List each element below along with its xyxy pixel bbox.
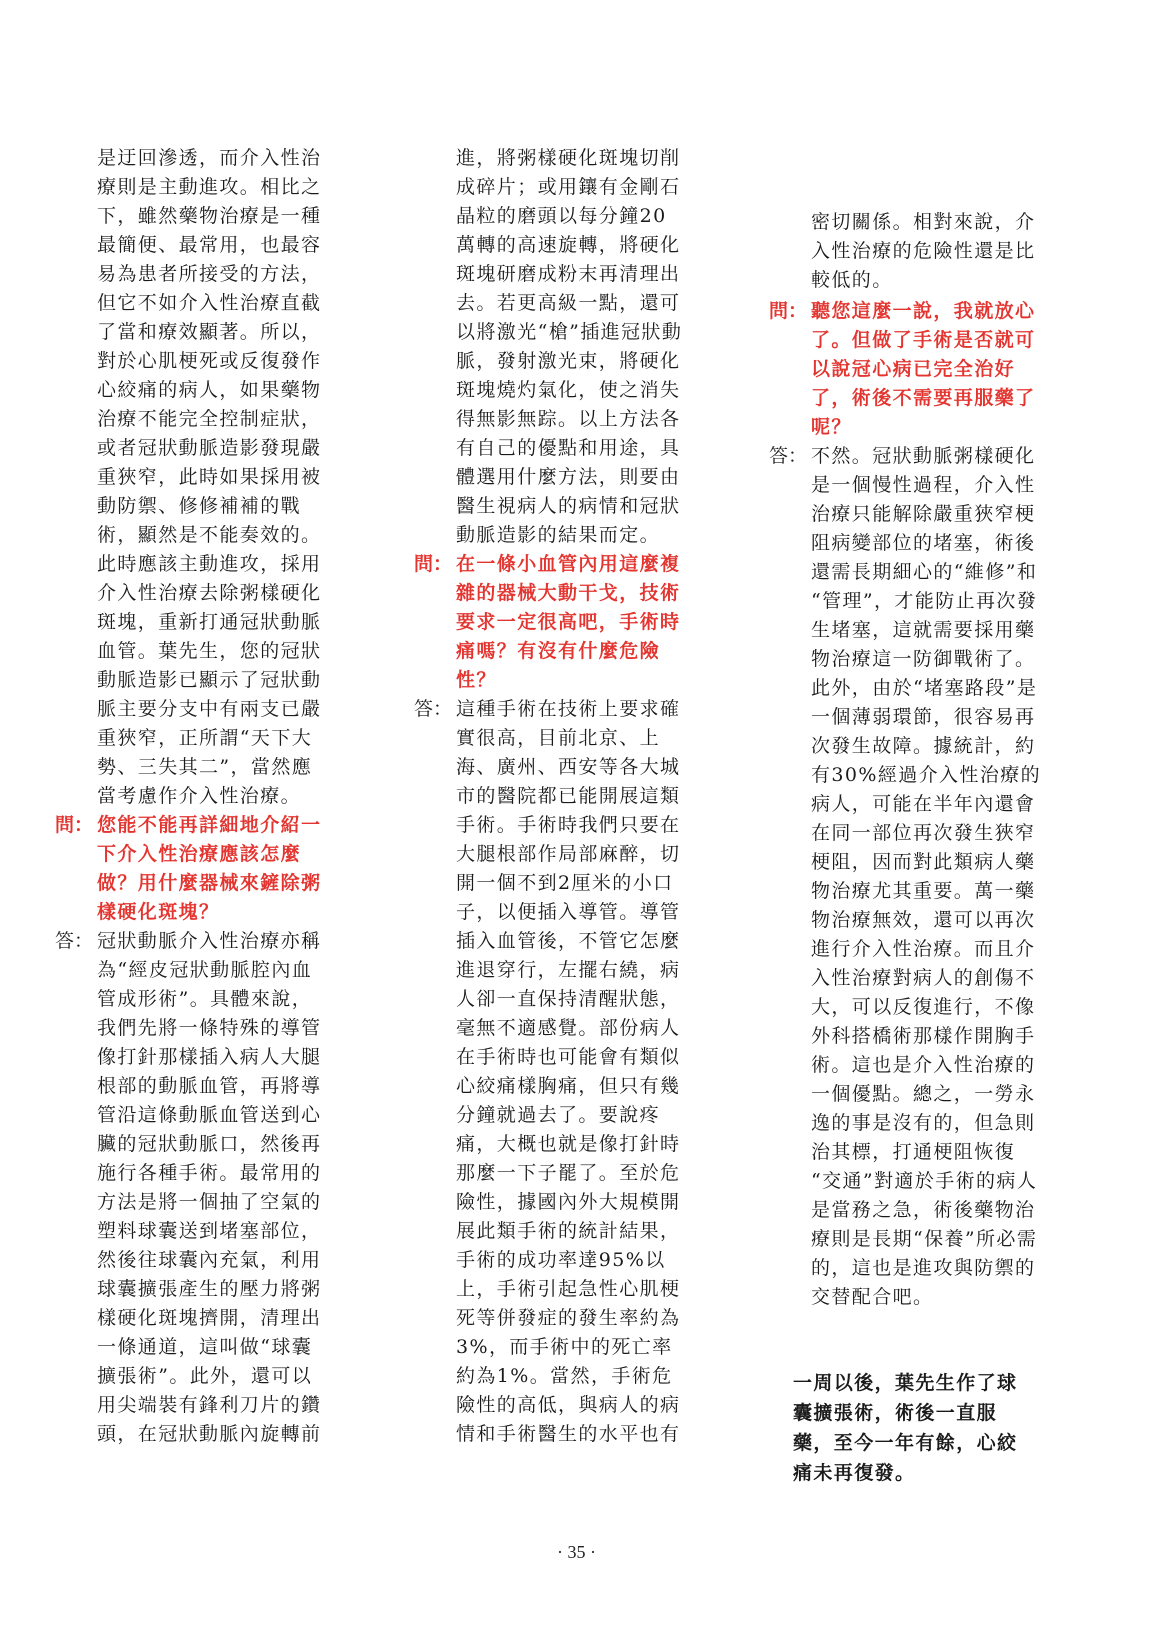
question-line: 要求一定很高吧，手術時 xyxy=(456,611,681,633)
text-line: 物治療這一防御戰術了。 xyxy=(811,648,1036,670)
question-line: 性？ xyxy=(456,669,497,691)
text-line: 痛，大概也就是像打針時 xyxy=(456,1133,681,1155)
text-line: 進行介入性治療。而且介 xyxy=(811,938,1036,960)
text-line: 重狹窄，此時如果採用被 xyxy=(97,466,322,488)
text-line: 生堵塞，這就需要採用藥 xyxy=(811,619,1036,641)
text-line: 市的醫院都已能開展這類 xyxy=(456,785,681,807)
text-line: 勢、三失其二”，當然應 xyxy=(97,756,313,778)
text-line: 以將激光“槍”插進冠狀動 xyxy=(456,321,683,343)
text-line: 術。這也是介入性治療的 xyxy=(811,1054,1036,1076)
text-line: 是當務之急，術後藥物治 xyxy=(811,1199,1036,1221)
closing-line: 痛未再復發。 xyxy=(793,1462,916,1484)
text-line: 動防禦、修修補補的戰 xyxy=(97,495,302,517)
text-line: 死等併發症的發生率約為 xyxy=(456,1307,681,1329)
text-line: 那麼一下子罷了。至於危 xyxy=(456,1162,681,1184)
text-line: 情和手術醫生的水平也有 xyxy=(456,1423,681,1445)
question-line: 聽您這麼一說，我就放心 xyxy=(811,300,1036,322)
text-line: 斑塊研磨成粉末再清理出 xyxy=(456,263,681,285)
question-line: 痛嗎？有沒有什麼危險 xyxy=(456,640,661,662)
text-line: 物治療無效，還可以再次 xyxy=(811,909,1036,931)
question-line: 以說冠心病已完全治好 xyxy=(811,358,1016,380)
question-line: 了。但做了手術是否就可 xyxy=(811,329,1036,351)
question-line: 雜的器械大動干戈，技術 xyxy=(456,582,681,604)
text-line: 對於心肌梗死或反復發作 xyxy=(97,350,322,372)
text-line: 介入性治療去除粥樣硬化 xyxy=(97,582,322,604)
question-line: 您能不能再詳細地介紹一 xyxy=(97,814,322,836)
text-line: 斑塊，重新打通冠狀動脈 xyxy=(97,611,322,633)
text-line: 最簡便、最常用，也最容 xyxy=(97,234,322,256)
text-line: 斑塊燒灼氣化，使之消失 xyxy=(456,379,681,401)
text-line: 施行各種手術。最常用的 xyxy=(97,1162,322,1184)
closing-line: 藥，至今一年有餘，心絞 xyxy=(793,1432,1018,1454)
text-line: 此外，由於“堵塞路段”是 xyxy=(811,677,1038,699)
text-line: 手術的成功率達95%以 xyxy=(456,1249,666,1271)
text-line: 為“經皮冠狀動脈腔內血 xyxy=(97,959,313,981)
answer-label: 答： xyxy=(769,445,808,467)
text-line: 塑料球囊送到堵塞部位， xyxy=(97,1220,322,1242)
text-line: 在同一部位再次發生狹窄 xyxy=(811,822,1036,844)
text-line: 入性治療對病人的創傷不 xyxy=(811,967,1036,989)
question-label: 問： xyxy=(414,553,453,575)
closing-line: 囊擴張術，術後一直服 xyxy=(793,1402,998,1424)
text-line: 逸的事是沒有的，但急則 xyxy=(811,1112,1036,1134)
text-line: 還需長期細心的“維修”和 xyxy=(811,561,1038,583)
text-line: 險性，據國內外大規模開 xyxy=(456,1191,681,1213)
text-line: 心絞痛樣胸痛，但只有幾 xyxy=(456,1075,681,1097)
text-line: 開一個不到2厘米的小口 xyxy=(456,872,674,894)
text-line: 頭，在冠狀動脈內旋轉前 xyxy=(97,1423,322,1445)
text-line: 我們先將一條特殊的導管 xyxy=(97,1017,322,1039)
text-line: 這種手術在技術上要求確 xyxy=(456,698,681,720)
text-line: 入性治療的危險性還是比 xyxy=(811,240,1036,262)
text-line: 樣硬化斑塊擠開，清理出 xyxy=(97,1307,322,1329)
text-line: 有自己的優點和用途，具 xyxy=(456,437,681,459)
text-line: 動脈造影已顯示了冠狀動 xyxy=(97,669,322,691)
answer-label: 答： xyxy=(55,930,94,952)
text-line: 去。若更高級一點，還可 xyxy=(456,292,681,314)
text-line: 醫生視病人的病情和冠狀 xyxy=(456,495,681,517)
question-line: 做？用什麼器械來鏟除粥 xyxy=(97,872,322,894)
text-line: 人卻一直保持清醒狀態， xyxy=(456,988,681,1010)
text-line: 進，將粥樣硬化斑塊切削 xyxy=(456,147,681,169)
question-line: 下介入性治療應該怎麼 xyxy=(97,843,302,865)
text-line: 體選用什麼方法，則要由 xyxy=(456,466,681,488)
text-line: 次發生故障。據統計，約 xyxy=(811,735,1036,757)
text-line: 梗阻，因而對此類病人藥 xyxy=(811,851,1036,873)
text-line: 進退穿行，左擺右繞，病 xyxy=(456,959,681,981)
text-line: 術，顯然是不能奏效的。 xyxy=(97,524,322,546)
text-line: 大腿根部作局部麻醉，切 xyxy=(456,843,681,865)
text-line: 是迂回滲透，而介入性治 xyxy=(97,147,322,169)
text-line: 治其標，打通梗阻恢復 xyxy=(811,1141,1016,1163)
text-line: 冠狀動脈介入性治療亦稱 xyxy=(97,930,322,952)
text-line: 治療只能解除嚴重狹窄梗 xyxy=(811,503,1036,525)
answer-label: 答： xyxy=(414,698,453,720)
question-line: 在一條小血管內用這麼複 xyxy=(456,553,681,575)
text-line: 病人，可能在半年內還會 xyxy=(811,793,1036,815)
text-line: 血管。葉先生，您的冠狀 xyxy=(97,640,322,662)
question-line: 樣硬化斑塊？ xyxy=(97,901,220,923)
text-line: 展此類手術的統計結果， xyxy=(456,1220,681,1242)
text-line: 臟的冠狀動脈口，然後再 xyxy=(97,1133,322,1155)
text-line: 3%，而手術中的死亡率 xyxy=(456,1336,673,1358)
text-line: 球囊擴張產生的壓力將粥 xyxy=(97,1278,322,1300)
text-line: 密切關係。相對來說，介 xyxy=(811,211,1036,233)
closing-line: 一周以後，葉先生作了球 xyxy=(793,1372,1018,1394)
text-line: 脈，發射激光束，將硬化 xyxy=(456,350,681,372)
text-line: 此時應該主動進攻，採用 xyxy=(97,553,322,575)
text-line: 插入血管後，不管它怎麼 xyxy=(456,930,681,952)
text-line: 但它不如介入性治療直截 xyxy=(97,292,322,314)
text-line: 管成形術”。具體來說， xyxy=(97,988,313,1010)
text-line: 用尖端裝有鋒利刀片的鑽 xyxy=(97,1394,322,1416)
page-number: · 35 · xyxy=(557,1542,596,1562)
text-line: 上，手術引起急性心肌梗 xyxy=(456,1278,681,1300)
text-line: 分鐘就過去了。要說疼 xyxy=(456,1104,661,1126)
text-line: 外科搭橋術那樣作開胸手 xyxy=(811,1025,1036,1047)
text-line: 是一個慢性過程，介入性 xyxy=(811,474,1036,496)
text-line: 在手術時也可能會有類似 xyxy=(456,1046,681,1068)
text-line: 重狹窄，正所謂“天下大 xyxy=(97,727,313,749)
text-line: 方法是將一個抽了空氣的 xyxy=(97,1191,322,1213)
text-line: 脈主要分支中有兩支已嚴 xyxy=(97,698,322,720)
text-line: 然後往球囊內充氣，利用 xyxy=(97,1249,322,1271)
text-line: 當考慮作介入性治療。 xyxy=(97,785,302,807)
text-line: 的，這也是進攻與防禦的 xyxy=(811,1257,1036,1279)
question-line: 呢？ xyxy=(811,416,852,438)
text-line: 一個薄弱環節，很容易再 xyxy=(811,706,1036,728)
text-line: 像打針那樣插入病人大腿 xyxy=(97,1046,322,1068)
text-line: 管沿這條動脈血管送到心 xyxy=(97,1104,322,1126)
text-line: 治療不能完全控制症狀， xyxy=(97,408,322,430)
text-line: 實很高，目前北京、上 xyxy=(456,727,661,749)
question-label: 問： xyxy=(55,814,94,836)
question-line: 了，術後不需要再服藥了 xyxy=(811,387,1036,409)
text-line: 險性的高低，與病人的病 xyxy=(456,1394,681,1416)
text-line: 得無影無踪。以上方法各 xyxy=(456,408,681,430)
text-line: 療則是主動進攻。相比之 xyxy=(97,176,322,198)
text-line: 阻病變部位的堵塞，術後 xyxy=(811,532,1036,554)
text-line: 一條通道，這叫做“球囊 xyxy=(97,1336,313,1358)
text-line: 較低的。 xyxy=(811,269,893,291)
text-line: 有30%經過介入性治療的 xyxy=(811,764,1042,786)
text-line: 不然。冠狀動脈粥樣硬化 xyxy=(811,445,1036,467)
text-line: “交通”對適於手術的病人 xyxy=(811,1170,1038,1192)
text-line: 萬轉的高速旋轉，將硬化 xyxy=(456,234,681,256)
text-line: 療則是長期“保養”所必需 xyxy=(811,1228,1038,1250)
text-line: 約為1%。當然，手術危 xyxy=(456,1365,673,1387)
text-line: 海、廣州、西安等各大城 xyxy=(456,756,681,778)
text-line: 晶粒的磨頭以每分鐘20 xyxy=(456,205,667,227)
text-line: 物治療尤其重要。萬一藥 xyxy=(811,880,1036,902)
text-line: 大，可以反復進行，不像 xyxy=(811,996,1036,1018)
text-line: 易為患者所接受的方法， xyxy=(97,263,322,285)
text-line: 子，以便插入導管。導管 xyxy=(456,901,681,923)
text-line: 了當和療效顯著。所以， xyxy=(97,321,322,343)
text-line: 一個優點。總之，一勞永 xyxy=(811,1083,1036,1105)
text-line: 心絞痛的病人，如果藥物 xyxy=(97,379,322,401)
text-line: 動脈造影的結果而定。 xyxy=(456,524,661,546)
text-line: 成碎片；或用鑲有金剛石 xyxy=(456,176,681,198)
text-line: 根部的動脈血管，再將導 xyxy=(97,1075,322,1097)
text-line: 毫無不適感覺。部份病人 xyxy=(456,1017,681,1039)
question-label: 問： xyxy=(769,300,808,322)
text-line: “管理”，才能防止再次發 xyxy=(811,590,1038,612)
text-line: 手術。手術時我們只要在 xyxy=(456,814,681,836)
text-line: 擴張術”。此外，還可以 xyxy=(97,1365,313,1387)
text-line: 下，雖然藥物治療是一種 xyxy=(97,205,322,227)
text-line: 交替配合吧。 xyxy=(811,1286,934,1308)
text-line: 或者冠狀動脈造影發現嚴 xyxy=(97,437,322,459)
